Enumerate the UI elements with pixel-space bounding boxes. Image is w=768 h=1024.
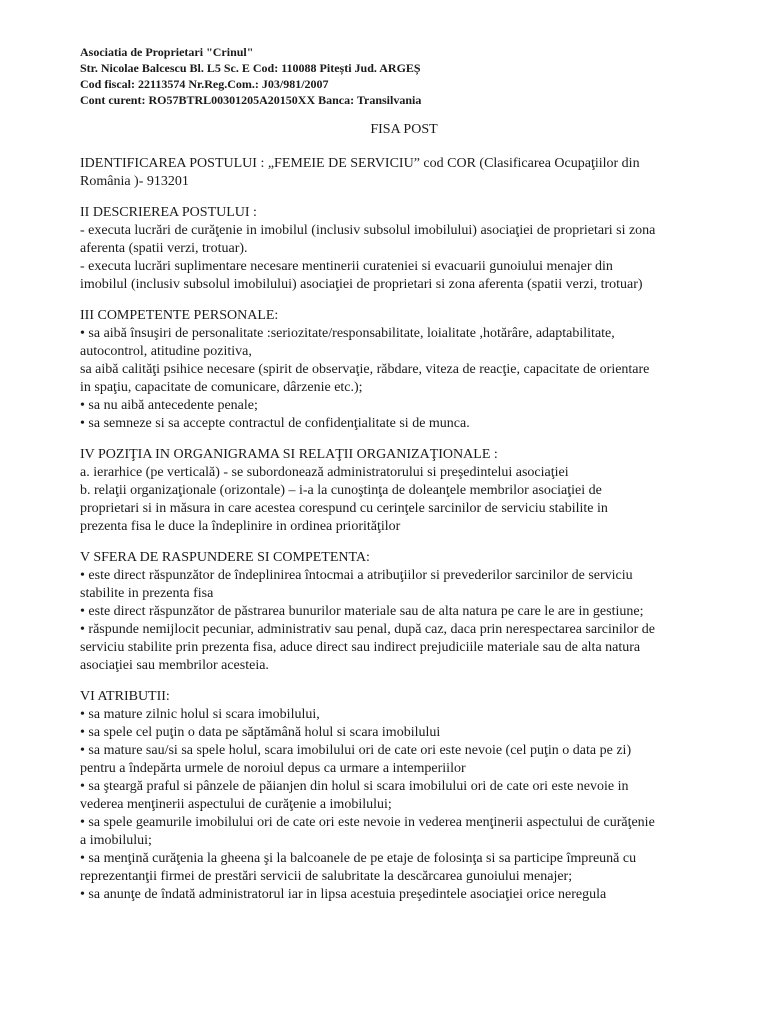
- section-line: reprezentanţii firmei de prestări servicii de salubritate la descărcarea gunoiului menajer;: [80, 869, 573, 884]
- section-title: II DESCRIEREA POSTULUI :: [80, 205, 257, 220]
- section-line: • sa mature sau/si sa spele holul, scara imobilului ori de cate ori este nevoie (cel puţin o data pe zi): [80, 743, 632, 758]
- bank-account: Cont curent: RO57BTRL00301205A20150XX Banca: Transilvania: [80, 93, 422, 107]
- section-line: proprietari si in măsura in care acestea corespund cu cerinţele sarcinilor de serviciu stabilite in: [80, 501, 608, 516]
- section-line: • sa spele cel puţin o data pe săptămână holul si scara imobilului: [80, 725, 441, 740]
- section-line: - executa lucrări de curăţenie in imobilul (inclusiv subsolul imobilului) asociaţiei de proprietari si zona: [80, 223, 656, 238]
- section-line: • sa menţină curăţenia la gheena şi la balcoanele de pe etaje de folosinţa si sa participe împreună cu: [80, 851, 637, 866]
- section-line: prezenta fisa le duce la îndeplinire in ordinea priorităţilor: [80, 519, 401, 534]
- association-address: Str. Nicolae Balcescu Bl. L5 Sc. E Cod: 110088 Pitești Jud. ARGEȘ: [80, 61, 421, 75]
- section-line: autocontrol, atitudine pozitiva,: [80, 344, 252, 359]
- section-competente: [80, 307, 728, 433]
- section-line: • este direct răspunzător de îndeplinirea întocmai a atribuţiilor si prevederilor sarcinilor de serviciu: [80, 568, 633, 583]
- fiscal-code: Cod fiscal: 22113574 Nr.Reg.Com.: J03/981/2007: [80, 77, 329, 91]
- section-title: III COMPETENTE PERSONALE:: [80, 308, 279, 323]
- section-line: a. ierarhice (pe verticală) - se subordonează administratorului si preşedintelui asociaţiei: [80, 465, 569, 480]
- section-line: IDENTIFICAREA POSTULUI : „FEMEIE DE SERVICIU” cod COR (Clasificarea Ocupaţiilor din: [80, 156, 640, 171]
- section-title: IV POZIŢIA IN ORGANIGRAMA SI RELAŢII ORGANIZAŢIONALE :: [80, 447, 498, 462]
- section-organigrama: [80, 446, 728, 536]
- association-name: Asociatia de Proprietari "Crinul": [80, 45, 254, 59]
- section-title: V SFERA DE RASPUNDERE SI COMPETENTA:: [80, 550, 370, 565]
- section-line: • sa anunţe de îndată administratorul iar in lipsa acestuia preşedintele asociaţiei orice neregula: [80, 887, 607, 902]
- section-identificare: [80, 155, 728, 191]
- section-line: • sa spele geamurile imobilului ori de cate ori este nevoie in vederea menţinerii aspectului de curăţenie: [80, 815, 655, 830]
- section-line: aferenta (spatii verzi, trotuar).: [80, 241, 248, 256]
- section-line: a imobilului;: [80, 833, 152, 848]
- section-line: • răspunde nemijlocit pecuniar, administrativ sau penal, după caz, daca prin nerespectarea sarcinilor de: [80, 622, 655, 637]
- section-atributii: [80, 688, 728, 904]
- section-line: asociaţiei sau membrilor acesteia.: [80, 658, 269, 673]
- section-line: • sa semneze si sa accepte contractul de confidenţialitate si de munca.: [80, 416, 470, 431]
- section-line: • sa şteargă praful si pânzele de păianjen din holul si scara imobilului ori de cate ori este nevoie in: [80, 779, 629, 794]
- section-line: in spaţiu, capacitate de comunicare, dârzenie etc.);: [80, 380, 363, 395]
- section-title: VI ATRIBUTII:: [80, 689, 170, 704]
- section-line: pentru a îndepărta urmele de noroiul depus ca urmare a intemperiilor: [80, 761, 466, 776]
- section-line: b. relaţii organizaţionale (orizontale) – i-a la cunoştinţa de doleanţele membrilor asociaţiei de: [80, 483, 602, 498]
- section-line: România )- 913201: [80, 174, 189, 189]
- section-line: imobilul (inclusiv subsolul imobilului) asociaţiei de proprietari si zona aferenta (spatii verzi, trotuar): [80, 277, 643, 292]
- section-line: sa aibă calităţi psihice necesare (spirit de observaţie, răbdare, viteza de reacţie, capacitate de orientare: [80, 362, 650, 377]
- section-line: • este direct răspunzător de păstrarea bunurilor materiale sau de alta natura pe care le are in gestiune;: [80, 604, 644, 619]
- section-descriere: [80, 204, 728, 294]
- section-line: • sa nu aibă antecedente penale;: [80, 398, 258, 413]
- section-line: vederea menţinerii aspectului de curăţenie a imobilului;: [80, 797, 392, 812]
- letterhead: [80, 44, 728, 108]
- section-line: stabilite in prezenta fisa: [80, 586, 214, 601]
- section-line: • sa mature zilnic holul si scara imobilului,: [80, 707, 320, 722]
- document-title: FISA POST: [370, 122, 438, 137]
- section-line: • sa aibă însuşiri de personalitate :seriozitate/responsabilitate, loialitate ,hotărâre, adaptabilitate,: [80, 326, 615, 341]
- section-line: serviciu stabilite prin prezenta fisa, aduce direct sau indirect prejudiciile materiale sau de alta natura: [80, 640, 641, 655]
- section-line: - executa lucrări suplimentare necesare mentinerii curateniei si evacuarii gunoiului menajer din: [80, 259, 613, 274]
- section-raspundere: [80, 549, 728, 675]
